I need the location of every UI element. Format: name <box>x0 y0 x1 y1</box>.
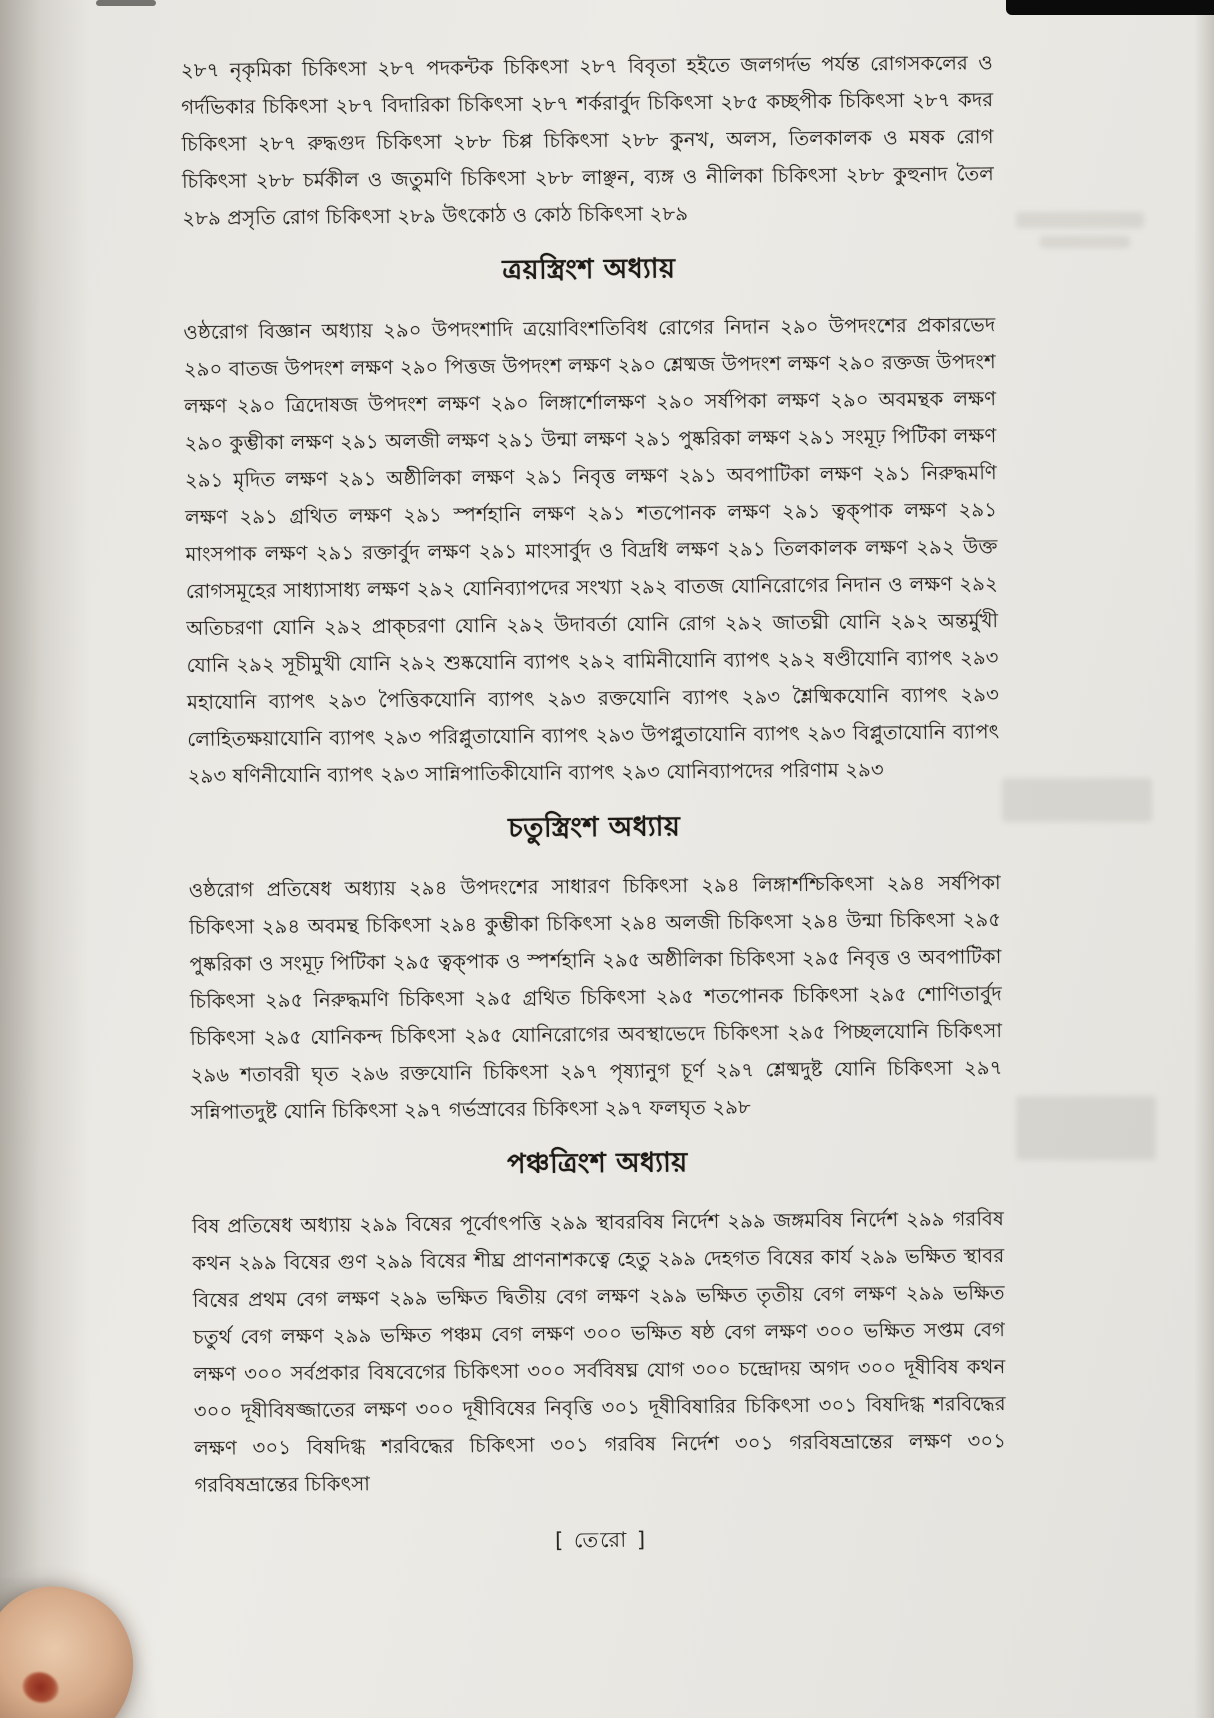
bleed-through-ghost <box>1040 236 1130 248</box>
bleed-through-ghost <box>1016 1096 1156 1160</box>
chapter-33-toc-paragraph: ওষ্ঠরোগ বিজ্ঞান অধ্যায় ২৯০ উপদংশাদি ত্রয়োবিংশতিবিধ রোগের নিদান ২৯০ উপদংশের প্রকারভেদ ২৯০ বাতজ উপদংশ লক্ষণ ২৯০ পিত্তজ উপদংশ লক্ষণ ২৯০ শ্লেষ্মজ উপদংশ লক্ষণ ২৯০ রক্তজ উপদংশ লক্ষণ ২৯০ ত্রিদোষজ উপদংশ লক্ষণ ২৯০ লিঙ্গার্শোলক্ষণ ২৯০ সর্ষপিকা লক্ষণ ২৯০ অবমন্থক লক্ষণ ২৯০ কুম্ভীকা লক্ষণ ২৯১ অলজী লক্ষণ ২৯১ উন্মা লক্ষণ ২৯১ পুষ্করিকা লক্ষণ ২৯১ সংমূঢ় পিটিকা লক্ষণ ২৯১ মৃদিত লক্ষণ ২৯১ অষ্ঠীলিকা লক্ষণ ২৯১ নিবৃত্ত লক্ষণ ২৯১ অবপাটিকা লক্ষণ ২৯১ নিরুদ্ধমণি লক্ষণ ২৯১ গ্রথিত লক্ষণ ২৯১ স্পর্শহানি লক্ষণ ২৯১ শতপোনক লক্ষণ ২৯১ ত্বক্‌পাক লক্ষণ ২৯১ মাংসপাক লক্ষণ ২৯১ রক্তার্বুদ লক্ষণ ২৯১ মাংসার্বুদ ও বিদ্রধি লক্ষণ ২৯১ তিলকালক লক্ষণ ২৯২ উক্ত রোগসমূহের সাধ্যাসাধ্য লক্ষণ ২৯২ যোনিব্যাপদের সংখ্যা ২৯২ বাতজ যোনিরোগের নিদান ও লক্ষণ ২৯২ অতিচরণা যোনি ২৯২ প্রাক্‌চরণা যোনি ২৯২ উদাবর্তা যোনি রোগ ২৯২ জাতঘ্নী যোনি ২৯২ অন্তর্মুখী যোনি ২৯২ সূচীমুখী যোনি ২৯২ শুষ্কযোনি ব্যাপৎ ২৯২ বামিনীযোনি ব্যাপৎ ২৯২ ষণ্ডীযোনি ব্যাপৎ ২৯৩ মহাযোনি ব্যাপৎ ২৯৩ পৈত্তিকযোনি ব্যাপৎ ২৯৩ রক্তযোনি ব্যাপৎ ২৯৩ শ্লৈষ্মিকযোনি ব্যাপৎ ২৯৩ লোহিতক্ষয়াযোনি ব্যাপৎ ২৯৩ পরিপ্লুতাযোনি ব্যাপৎ ২৯৩ উপপ্লুতাযোনি ব্যাপৎ ২৯৩ বিপ্লুতাযোনি ব্যাপৎ ২৯৩ ষণিনীযোনি ব্যাপৎ ২৯৩ সান্নিপাতিকীযোনি ব্যাপৎ ২৯৩ যোনিব্যাপদের পরিণাম ২৯৩ <box>183 313 1000 788</box>
page-number: [ তেরো ] <box>554 1527 648 1553</box>
toc-continuation-paragraph: ২৮৭ নৃকৃমিকা চিকিৎসা ২৮৭ পদকন্টক চিকিৎসা ২৮৭ বিবৃতা হইতে জলগর্দভ পর্যন্ত রোগসকলের ও গর্দভিকার চিকিৎসা ২৮৭ বিদারিকা চিকিৎসা ২৮৭ শর্করার্বুদ চিকিৎসা ২৮৫ কচ্ছপীক চিকিৎসা ২৮৭ কদর চিকিৎসা ২৮৭ রুদ্ধগুদ চিকিৎসা ২৮৮ চিপ্প চিকিৎসা ২৮৮ কুনখ, অলস, তিলকালক ও মষক রোগ চিকিৎসা ২৮৮ চর্মকীল ও জতুমণি চিকিৎসা ২৮৮ লাঞ্ছন, ব্যঙ্গ ও নীলিকা চিকিৎসা ২৮৮ কুহুনাদ তৈল ২৮৯ প্রসৃতি রোগ চিকিৎসা ২৮৯ উৎকোঠ ও কোঠ চিকিৎসা ২৮৯ <box>180 51 995 230</box>
finger-artifact <box>0 1570 152 1718</box>
finger-mark <box>19 1668 62 1707</box>
chapter-33-heading: ত্রয়স্ত্রিংশ অধ্যায় <box>502 253 676 286</box>
binding-shadow <box>0 0 90 1718</box>
bleed-through-ghost <box>1002 778 1152 822</box>
chapter-35-toc-paragraph: বিষ প্রতিষেধ অধ্যায় ২৯৯ বিষের পূর্বোৎপত্তি ২৯৯ স্থাবরবিষ নির্দেশ ২৯৯ জঙ্গমবিষ নির্দেশ ২৯৯ গরবিষ কথন ২৯৯ বিষের গুণ ২৯৯ বিষের শীঘ্র প্রাণনাশকত্বে হেতু ২৯৯ দেহগত বিষের কার্য ২৯৯ ভক্ষিত স্থাবর বিষের প্রথম বেগ লক্ষণ ২৯৯ ভক্ষিত দ্বিতীয় বেগ লক্ষণ ২৯৯ ভক্ষিত তৃতীয় বেগ লক্ষণ ২৯৯ ভক্ষিত চতুর্থ বেগ লক্ষণ ২৯৯ ভক্ষিত পঞ্চম বেগ লক্ষণ ৩০০ ভক্ষিত ষষ্ঠ বেগ লক্ষণ ৩০০ ভক্ষিত সপ্তম বেগ লক্ষণ ৩০০ সর্বপ্রকার বিষবেগের চিকিৎসা ৩০০ সর্ববিষঘ্ন যোগ ৩০০ চন্দ্রোদয় অগদ ৩০০ দূষীবিষ কথন ৩০০ দূষীবিষজ্জাতের লক্ষণ ৩০০ দূষীবিষের নিবৃত্তি ৩০১ দূষীবিষারির চিকিৎসা ৩০১ বিষদিগ্ধ শরবিদ্ধের লক্ষণ ৩০১ বিষদিগ্ধ শরবিদ্ধের চিকিৎসা ৩০১ গরবিষ নির্দেশ ৩০১ গরবিষভ্রান্তের লক্ষণ ৩০১ গরবিষভ্রান্তের চিকিৎসা <box>191 1207 1007 1497</box>
chapter-35-heading: পঞ্চত্রিংশ অধ্যায় <box>507 1147 688 1180</box>
page-content <box>181 44 1007 1563</box>
page-edge-shadow <box>1194 0 1214 1718</box>
chapter-34-toc-paragraph: ওষ্ঠরোগ প্রতিষেধ অধ্যায় ২৯৪ উপদংশের সাধারণ চিকিৎসা ২৯৪ লিঙ্গার্শশ্চিকিৎসা ২৯৪ সর্ষপিকা চিকিৎসা ২৯৪ অবমন্থ চিকিৎসা ২৯৪ কুম্ভীকা চিকিৎসা ২৯৪ অলজী চিকিৎসা ২৯৪ উন্মা চিকিৎসা ২৯৫ পুষ্করিকা ও সংমূঢ় পিটিকা ২৯৫ ত্বক্‌পাক ও স্পর্শহানি ২৯৫ অষ্ঠীলিকা চিকিৎসা ২৯৫ নিবৃত্ত ও অবপাটিকা চিকিৎসা ২৯৫ নিরুদ্ধমণি চিকিৎসা ২৯৫ গ্রথিত চিকিৎসা ২৯৫ শতপোনক চিকিৎসা ২৯৫ শোণিতার্বুদ চিকিৎসা ২৯৫ যোনিকন্দ চিকিৎসা ২৯৫ যোনিরোগের অবস্থাভেদে চিকিৎসা ২৯৫ পিচ্ছলযোনি চিকিৎসা ২৯৬ শতাবরী ঘৃত ২৯৬ রক্তযোনি চিকিৎসা ২৯৭ পৃষ্যানুগ চূর্ণ ২৯৭ শ্লেষ্মদুষ্ট যোনি চিকিৎসা ২৯৭ সন্নিপাতদুষ্ট যোনি চিকিৎসা ২৯৭ গর্ভস্রাবের চিকিৎসা ২৯৭ ফলঘৃত ২৯৮ <box>188 871 1003 1124</box>
scan-smudge-artifact <box>96 0 156 6</box>
scanner-edge-artifact <box>1006 0 1214 15</box>
chapter-34-heading: চতুস্ত্রিংশ অধ্যায় <box>507 811 681 844</box>
bleed-through-ghost <box>1016 212 1144 228</box>
